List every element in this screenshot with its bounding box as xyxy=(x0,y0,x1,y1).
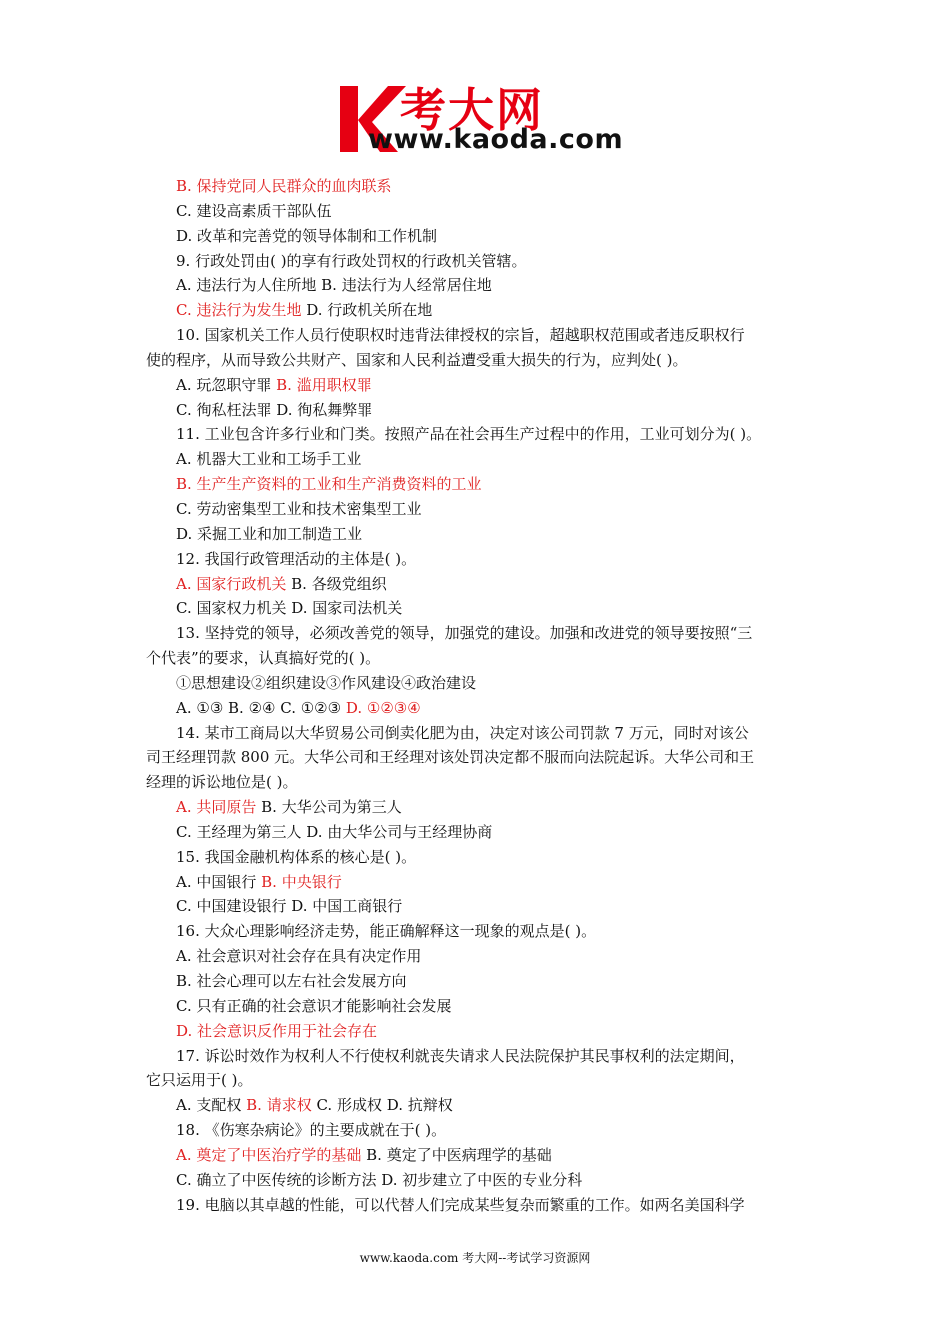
text-line xyxy=(146,249,822,274)
answer-highlight: B. 请求权 xyxy=(246,1096,312,1115)
text-line xyxy=(146,944,822,969)
text-span: 18. 《伤寒杂病论》的主要成就在于( )。 xyxy=(176,1121,447,1140)
text-span: 经理的诉讼地位是( )。 xyxy=(146,773,298,792)
text-span: D. 改革和完善党的领导体制和工作机制 xyxy=(176,226,438,245)
text-span: D. 采掘工业和加工制造工业 xyxy=(176,524,363,543)
text-span: 19. 电脑以其卓越的性能，可以代替人们完成某些复杂而繁重的工作。如两名美国科学 xyxy=(176,1195,745,1214)
text-line xyxy=(146,224,822,249)
text-line xyxy=(146,621,822,646)
text-line xyxy=(146,770,822,795)
text-span: C. 劳动密集型工业和技术密集型工业 xyxy=(176,499,422,518)
answer-highlight: A. 国家行政机关 xyxy=(176,574,287,593)
logo-url-text: www.kaoda.com xyxy=(368,124,624,155)
text-span: C. 王经理为第三人 D. 由大华公司与王经理协商 xyxy=(176,822,493,841)
answer-highlight: B. 生产生产资料的工业和生产消费资料的工业 xyxy=(176,475,482,494)
text-span: A. 玩忽职守罪 xyxy=(176,375,277,394)
answer-highlight: A. 奠定了中医治疗学的基础 xyxy=(176,1145,362,1164)
text-line xyxy=(146,547,822,572)
text-line xyxy=(146,298,822,323)
text-span: B. 各级党组织 xyxy=(286,574,387,593)
answer-highlight: B. 保持党同人民群众的血肉联系 xyxy=(176,177,392,195)
text-line xyxy=(146,1068,822,1093)
text-line xyxy=(146,1044,822,1069)
answer-highlight: B. 滥用职权罪 xyxy=(276,375,372,394)
page-footer: www.kaoda.com 考大网--考试学习资源网 xyxy=(359,1251,591,1265)
text-span: 9. 行政处罚由( )的享有行政处罚权的行政机关管辖。 xyxy=(176,251,527,270)
answer-highlight: B. 中央银行 xyxy=(261,872,342,891)
text-span: B. 奠定了中医病理学的基础 xyxy=(361,1145,552,1164)
text-line xyxy=(146,273,822,298)
text-line xyxy=(146,745,822,770)
text-line xyxy=(146,1168,822,1193)
text-line xyxy=(146,696,822,721)
text-line xyxy=(146,845,822,870)
text-span: D. 行政机关所在地 xyxy=(301,301,433,320)
text-span: A. 机器大工业和工场手工业 xyxy=(176,450,362,469)
text-line xyxy=(146,522,822,547)
text-line xyxy=(146,894,822,919)
text-line xyxy=(146,422,822,447)
text-line xyxy=(146,398,822,423)
text-line xyxy=(146,994,822,1019)
text-span: 司王经理罚款 800 元。大华公司和王经理对该处罚决定都不服而向法院起诉。大华公司和王 xyxy=(146,748,755,767)
answer-highlight: D. 社会意识反作用于社会存在 xyxy=(176,1021,378,1040)
text-line xyxy=(146,1019,822,1044)
text-span: 11. 工业包含许多行业和门类。按照产品在社会再生产过程中的作用，工业可划分为( )。 xyxy=(176,425,762,444)
text-span: B. 大华公司为第三人 xyxy=(256,798,402,817)
text-line xyxy=(146,323,822,348)
text-line xyxy=(146,1143,822,1168)
text-span: 它只运用于( )。 xyxy=(146,1071,253,1090)
text-line xyxy=(146,373,822,398)
text-span: A. 中国银行 xyxy=(176,872,262,891)
answer-highlight: A. 共同原告 xyxy=(176,798,257,817)
text-span: 10. 国家机关工作人员行使职权时违背法律授权的宗旨，超越职权范围或者违反职权行 xyxy=(176,326,745,345)
answer-highlight: C. 违法行为发生地 xyxy=(176,301,302,320)
text-span: C. 国家权力机关 D. 国家司法机关 xyxy=(176,599,403,618)
text-line xyxy=(146,1193,822,1218)
text-span: ①思想建设②组织建设③作风建设④政治建设 xyxy=(176,673,477,692)
text-line xyxy=(146,1118,822,1143)
text-span: C. 只有正确的社会意识才能影响社会发展 xyxy=(176,996,452,1015)
text-line xyxy=(146,447,822,472)
text-span: 使的程序，从而导致公共财产、国家和人民利益遭受重大损失的行为，应判处( )。 xyxy=(146,350,688,369)
text-span: C. 形成权 D. 抗辩权 xyxy=(311,1096,453,1115)
text-span: A. 支配权 xyxy=(176,1096,247,1115)
text-span: A. 违法行为人住所地 B. 违法行为人经常居住地 xyxy=(176,276,492,295)
text-line xyxy=(146,199,822,224)
text-span: 13. 坚持党的领导，必须改善党的领导，加强党的建设。加强和改进党的领导要按照“三 xyxy=(176,624,753,643)
text-span: C. 徇私枉法罪 D. 徇私舞弊罪 xyxy=(176,400,373,419)
text-line xyxy=(146,671,822,696)
logo-brand-text: 考大网 xyxy=(400,83,544,137)
text-line xyxy=(146,596,822,621)
text-line xyxy=(146,497,822,522)
text-line xyxy=(146,572,822,597)
text-span: C. 中国建设银行 D. 中国工商银行 xyxy=(176,897,403,916)
text-span: A. 社会意识对社会存在具有决定作用 xyxy=(176,947,422,966)
text-line xyxy=(146,919,822,944)
text-span: 15. 我国金融机构体系的核心是( )。 xyxy=(176,847,417,866)
text-span: C. 建设高素质干部队伍 xyxy=(176,201,332,220)
text-span: B. 社会心理可以左右社会发展方向 xyxy=(176,972,407,990)
document-body xyxy=(146,174,822,1217)
text-span: 17. 诉讼时效作为权利人不行使权利就丧失请求人民法院保护其民事权利的法定期间， xyxy=(176,1046,745,1065)
text-line xyxy=(146,870,822,895)
text-line xyxy=(146,969,822,994)
text-span: A. ①③ B. ②④ C. ①②③ xyxy=(176,698,346,717)
text-line xyxy=(146,646,822,671)
text-line xyxy=(146,348,822,373)
text-line xyxy=(146,174,822,199)
kaoda-logo xyxy=(336,80,656,160)
text-span: 个代表”的要求，认真搞好党的( )。 xyxy=(146,649,381,668)
text-span: 14. 某市工商局以大华贸易公司倒卖化肥为由，决定对该公司罚款 7 万元，同时对该公 xyxy=(176,723,749,742)
text-line xyxy=(146,1093,822,1118)
text-line xyxy=(146,721,822,746)
text-line xyxy=(146,820,822,845)
text-line xyxy=(146,472,822,497)
text-span: 16. 大众心理影响经济走势，能正确解释这一现象的观点是( )。 xyxy=(176,922,597,941)
text-span: C. 确立了中医传统的诊断方法 D. 初步建立了中医的专业分科 xyxy=(176,1170,583,1189)
text-line xyxy=(146,795,822,820)
text-span: 12. 我国行政管理活动的主体是( )。 xyxy=(176,549,417,568)
answer-highlight: D. ①②③④ xyxy=(345,698,421,717)
